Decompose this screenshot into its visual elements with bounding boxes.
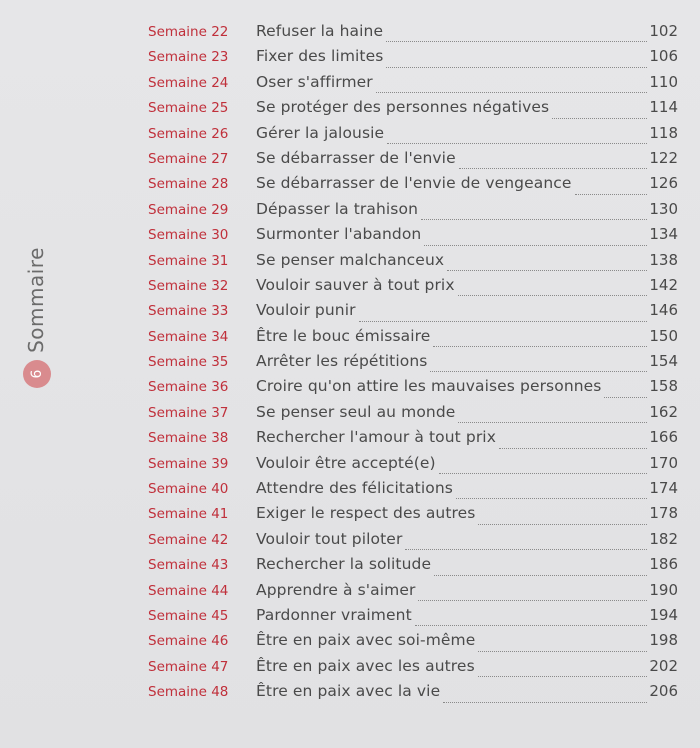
toc-entry — [148, 22, 678, 47]
toc-week-label: Semaine 25 — [148, 100, 229, 117]
toc-week-label: Semaine 44 — [148, 582, 229, 599]
toc-entry — [148, 200, 678, 225]
toc-week-label: Semaine 38 — [148, 430, 229, 447]
toc-dot-leader — [386, 41, 647, 42]
toc-chapter-title: Se penser malchanceux — [256, 250, 445, 269]
toc-entry — [148, 352, 678, 377]
toc-week-label: Semaine 30 — [148, 227, 229, 244]
toc-week-label: Semaine 29 — [148, 201, 229, 218]
toc-dot-leader — [552, 118, 647, 119]
toc-chapter-title: Apprendre à s'aimer — [256, 580, 416, 599]
page-number-badge: 6 — [23, 360, 51, 388]
toc-chapter-title: Surmonter l'abandon — [256, 225, 422, 244]
toc-chapter-title: Se protéger des personnes négatives — [256, 98, 550, 117]
toc-dot-leader — [478, 651, 647, 652]
toc-week-label: Semaine 34 — [148, 328, 229, 345]
toc-dot-leader — [359, 321, 648, 322]
toc-entry — [148, 581, 678, 606]
toc-chapter-title: Refuser la haine — [256, 22, 384, 40]
toc-dot-leader — [405, 549, 647, 550]
toc-chapter-title: Arrêter les répétitions — [256, 352, 428, 371]
toc-week-label: Semaine 33 — [148, 303, 229, 320]
toc-week-label: Semaine 48 — [148, 684, 229, 701]
toc-dot-leader — [421, 219, 647, 220]
toc-page-number: 206 — [649, 682, 678, 701]
toc-chapter-title: Pardonner vraiment — [256, 605, 412, 624]
toc-chapter-title: Être en paix avec les autres — [256, 656, 475, 675]
toc-dot-leader — [387, 143, 647, 144]
toc-page-number: 138 — [649, 250, 678, 269]
toc-entry — [148, 504, 678, 529]
toc-entry — [148, 174, 678, 199]
toc-dot-leader — [418, 600, 647, 601]
toc-entry — [148, 606, 678, 631]
toc-page-number: 142 — [649, 275, 678, 294]
toc-page-number: 118 — [649, 123, 678, 142]
toc-week-label: Semaine 37 — [148, 404, 229, 421]
toc-page-number: 162 — [649, 402, 678, 421]
toc-dot-leader — [443, 702, 647, 703]
toc-week-label: Semaine 32 — [148, 277, 229, 294]
toc-entry — [148, 327, 678, 352]
toc-week-label: Semaine 27 — [148, 150, 229, 167]
toc-page-number: 186 — [649, 555, 678, 574]
toc-page-number: 178 — [649, 504, 678, 523]
toc-dot-leader — [415, 625, 648, 626]
toc-dot-leader — [575, 194, 648, 195]
toc-entry — [148, 124, 678, 149]
toc-week-label: Semaine 31 — [148, 252, 229, 269]
toc-page-number: 130 — [649, 199, 678, 218]
toc-page-number: 194 — [649, 605, 678, 624]
toc-chapter-title: Gérer la jalousie — [256, 123, 385, 142]
toc-week-label: Semaine 22 — [148, 24, 229, 40]
toc-week-label: Semaine 36 — [148, 379, 229, 396]
toc-page-number: 134 — [649, 225, 678, 244]
toc-chapter-title: Vouloir punir — [256, 301, 356, 320]
toc-week-label: Semaine 45 — [148, 607, 229, 624]
toc-week-label: Semaine 39 — [148, 455, 229, 472]
toc-chapter-title: Se débarrasser de l'envie de vengeance — [256, 174, 572, 193]
toc-dot-leader — [386, 67, 647, 68]
toc-week-label: Semaine 28 — [148, 176, 229, 193]
toc-chapter-title: Croire qu'on attire les mauvaises personnes — [256, 377, 602, 396]
toc-entry — [148, 555, 678, 580]
toc-page-number: 106 — [649, 47, 678, 66]
toc-page-number: 166 — [649, 428, 678, 447]
toc-entry — [148, 149, 678, 174]
toc-entry — [148, 377, 678, 402]
toc-dot-leader — [478, 524, 647, 525]
toc-entry — [148, 301, 678, 326]
toc-chapter-title: Exiger le respect des autres — [256, 504, 476, 523]
toc-entry — [148, 403, 678, 428]
toc-dot-leader — [433, 346, 647, 347]
toc-entry — [148, 530, 678, 555]
toc-week-label: Semaine 24 — [148, 74, 229, 91]
toc-entry — [148, 428, 678, 453]
toc-dot-leader — [376, 92, 648, 93]
toc-page-number: 122 — [649, 148, 678, 167]
toc-chapter-title: Attendre des félicitations — [256, 479, 453, 498]
toc-chapter-title: Fixer des limites — [256, 47, 384, 66]
toc-page-number: 170 — [649, 453, 678, 472]
toc-chapter-title: Oser s'affirmer — [256, 72, 373, 91]
section-title: Sommaire — [24, 247, 48, 353]
toc-chapter-title: Se débarrasser de l'envie — [256, 148, 456, 167]
toc-dot-leader — [456, 498, 647, 499]
toc-week-label: Semaine 47 — [148, 658, 229, 675]
toc-dot-leader — [459, 168, 648, 169]
toc-chapter-title: Rechercher la solitude — [256, 555, 432, 574]
toc-chapter-title: Dépasser la trahison — [256, 199, 418, 218]
toc-dot-leader — [434, 575, 647, 576]
toc-chapter-title: Être en paix avec la vie — [256, 682, 441, 701]
toc-page-number: 150 — [649, 326, 678, 345]
toc-week-label: Semaine 26 — [148, 125, 229, 142]
toc-chapter-title: Vouloir tout piloter — [256, 529, 403, 548]
toc-entry — [148, 47, 678, 72]
toc-entry — [148, 631, 678, 656]
toc-dot-leader — [424, 245, 647, 246]
toc-entry — [148, 276, 678, 301]
toc-entry — [148, 251, 678, 276]
toc-entry — [148, 657, 678, 682]
toc-dot-leader — [430, 371, 647, 372]
toc-page-number: 146 — [649, 301, 678, 320]
toc-dot-leader — [447, 270, 647, 271]
toc-chapter-title: Vouloir être accepté(e) — [256, 453, 436, 472]
toc-week-label: Semaine 35 — [148, 354, 229, 371]
toc-entry — [148, 682, 678, 707]
toc-page-number: 126 — [649, 174, 678, 193]
toc-week-label: Semaine 23 — [148, 49, 229, 66]
table-of-contents — [148, 22, 678, 708]
toc-week-label: Semaine 46 — [148, 633, 229, 650]
toc-page-number: 154 — [649, 352, 678, 371]
toc-chapter-title: Être en paix avec soi-même — [256, 631, 476, 650]
toc-chapter-title: Rechercher l'amour à tout prix — [256, 428, 496, 447]
toc-dot-leader — [439, 473, 648, 474]
toc-entry — [148, 479, 678, 504]
toc-page-number: 202 — [649, 656, 678, 675]
toc-page-number: 174 — [649, 479, 678, 498]
toc-entry — [148, 73, 678, 98]
toc-dot-leader — [458, 295, 648, 296]
toc-week-label: Semaine 43 — [148, 557, 229, 574]
toc-week-label: Semaine 42 — [148, 531, 229, 548]
toc-page-number: 190 — [649, 580, 678, 599]
toc-dot-leader — [604, 397, 647, 398]
toc-entry — [148, 225, 678, 250]
toc-page-number: 158 — [649, 377, 678, 396]
toc-page-number: 102 — [649, 22, 678, 40]
toc-page-number: 114 — [649, 98, 678, 117]
toc-entry — [148, 98, 678, 123]
toc-page-number: 182 — [649, 529, 678, 548]
toc-entry — [148, 454, 678, 479]
toc-dot-leader — [458, 422, 647, 423]
toc-page-number: 198 — [649, 631, 678, 650]
toc-chapter-title: Être le bouc émissaire — [256, 326, 431, 345]
toc-dot-leader — [478, 676, 648, 677]
toc-chapter-title: Vouloir sauver à tout prix — [256, 275, 455, 294]
toc-page-number: 110 — [649, 72, 678, 91]
toc-week-label: Semaine 41 — [148, 506, 229, 523]
toc-week-label: Semaine 40 — [148, 481, 229, 498]
toc-dot-leader — [499, 448, 647, 449]
toc-chapter-title: Se penser seul au monde — [256, 402, 456, 421]
